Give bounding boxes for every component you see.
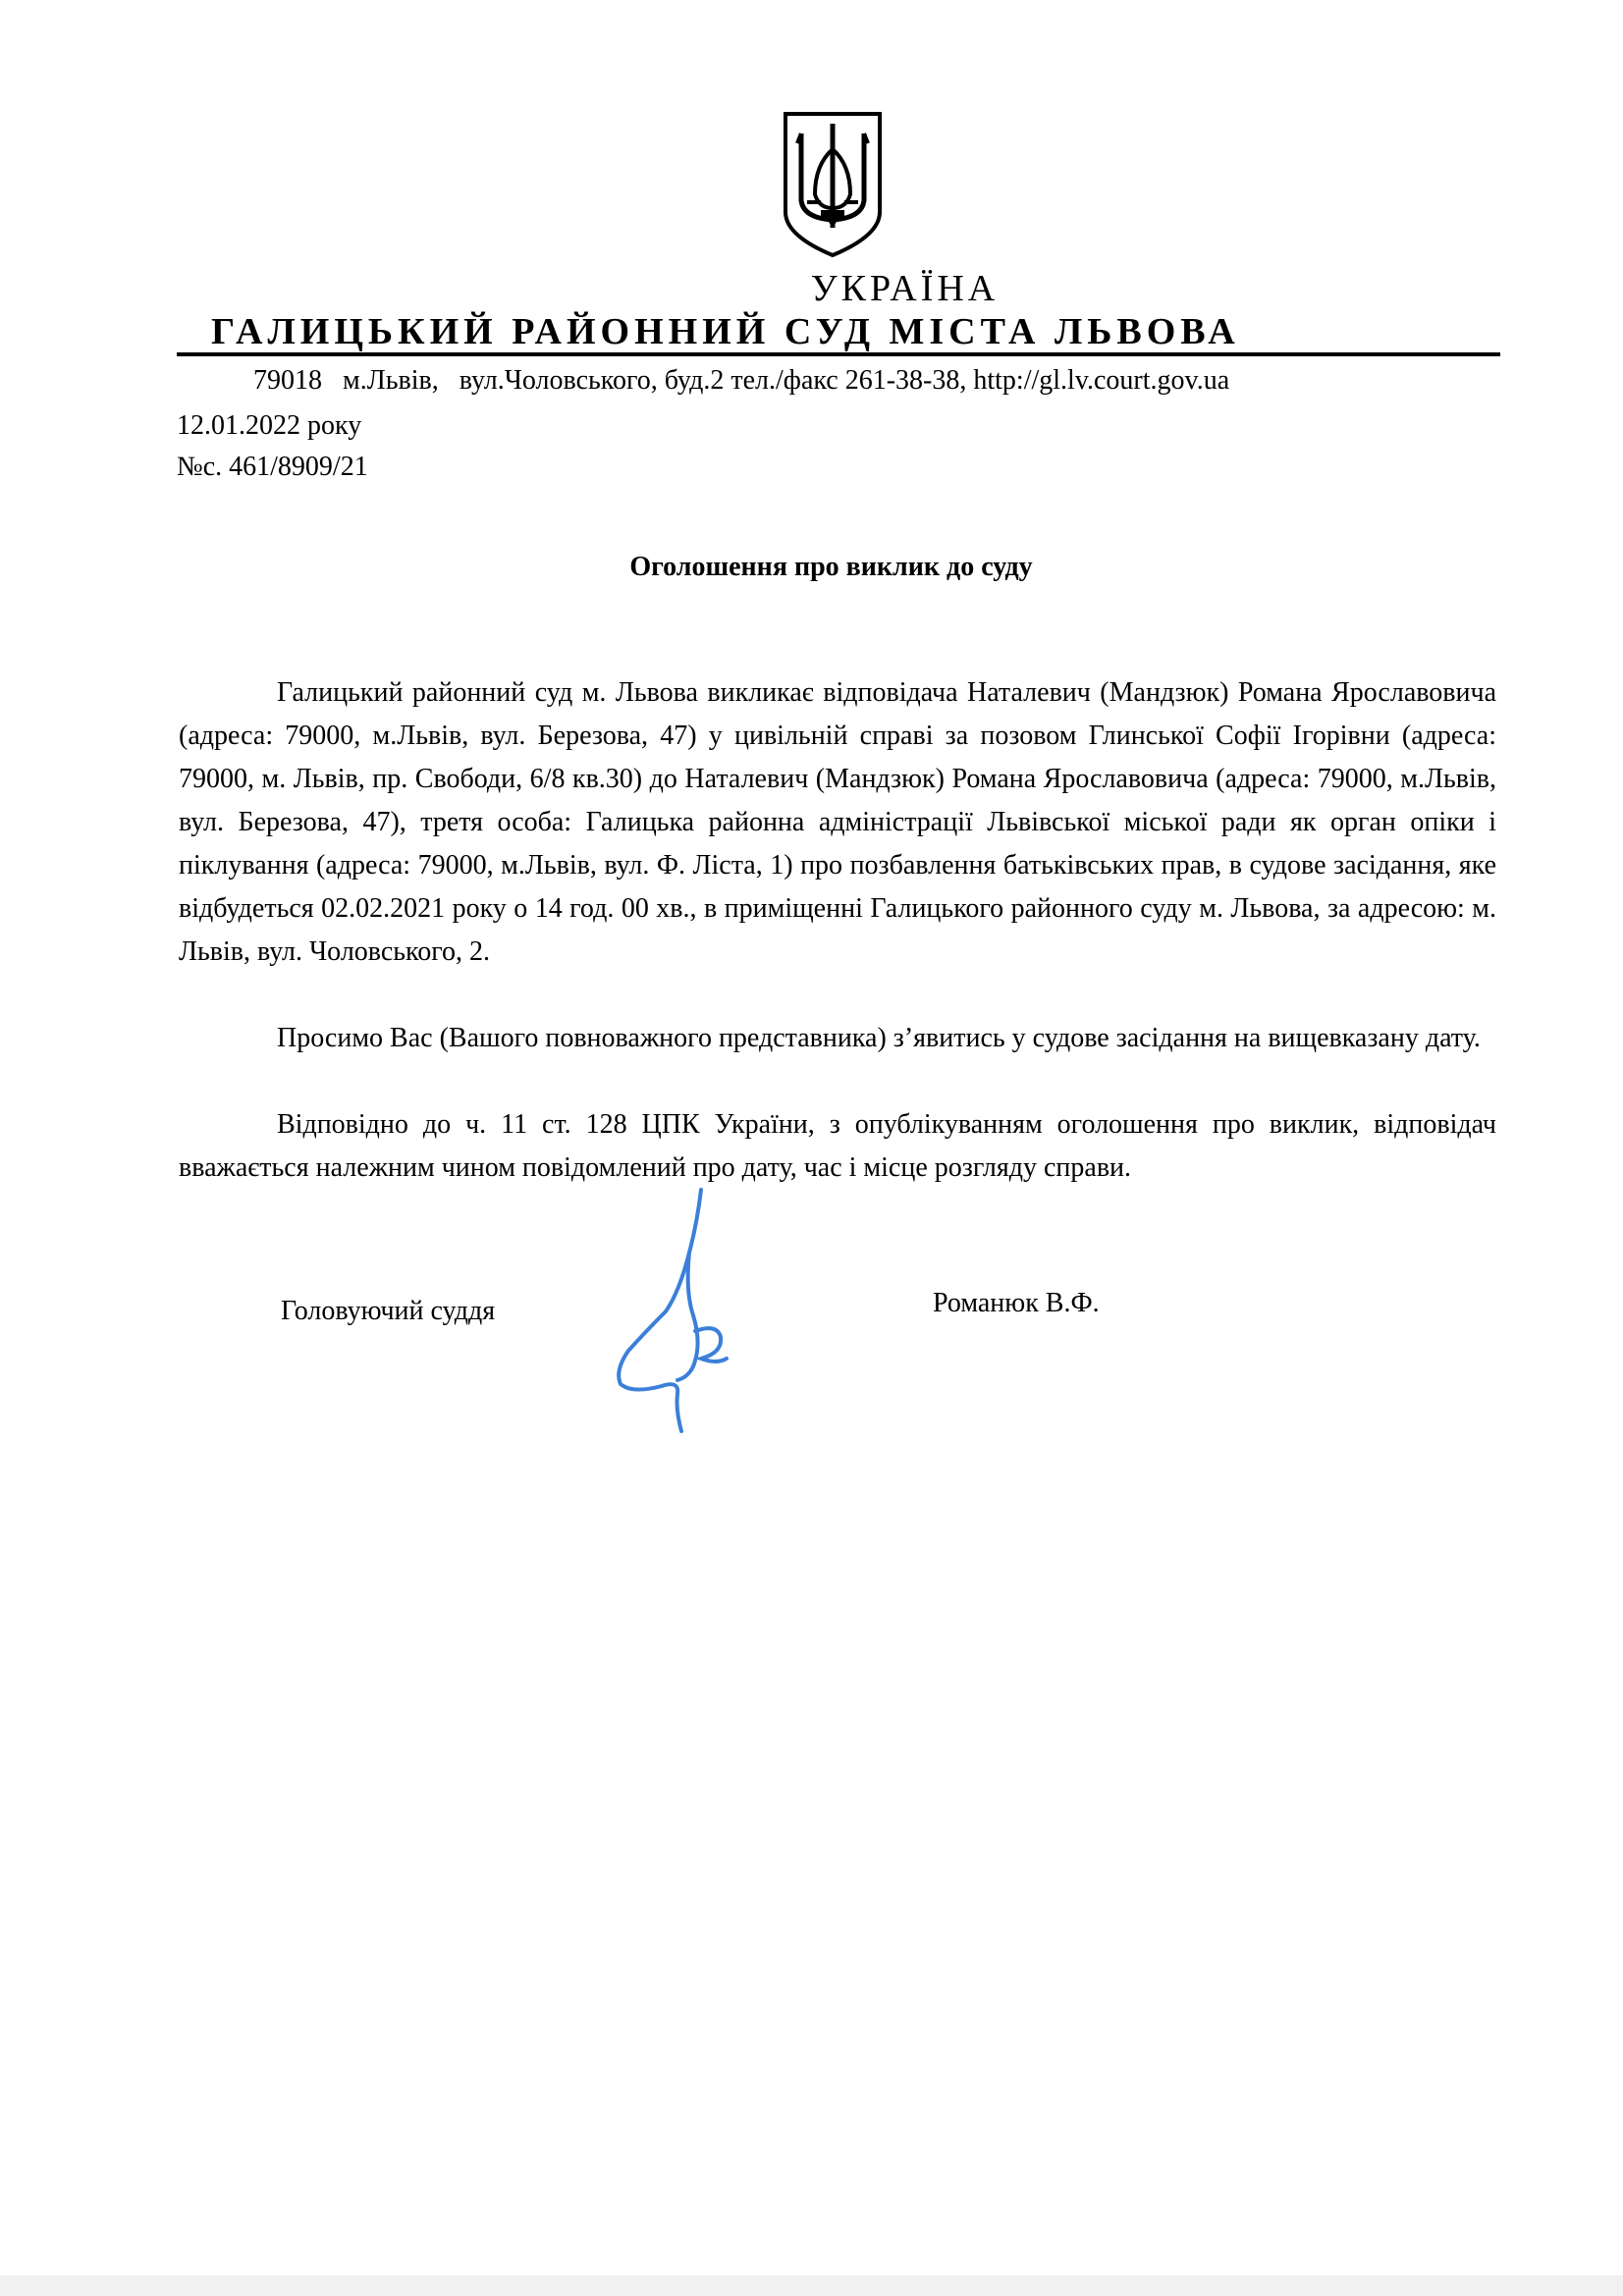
address-phone-site: вул.Чоловського, буд.2 тел./факс 261-38-38, http://gl.lv.court.gov.ua (459, 365, 1230, 396)
body-paragraph: Відповідно до ч. 11 ст. 128 ЦПК України, з опублікуванням оголошення про виклик, відповідач вважається належним чином повідомлений про дату, час і місце розгляду справи. (179, 1109, 1496, 1183)
scan-bottom-edge (0, 2275, 1623, 2296)
court-address (253, 365, 1243, 397)
header-divider (177, 352, 1500, 356)
body-paragraph: Галицький районний суд м. Львова викликає відповідача Наталевич (Мандзюк) Романа Ярославовича (адреса: 79000, м.Львів, вул. Березова, 47) у цивільній справі за позовом Глинської Софії Ігорівни (адреса: 79000, м. Львів, пр. Свободи, 6/8 кв.30) до Наталевич (Мандзюк) Романа Ярославовича (адреса: 79000, м.Львів, вул. Березова, 47), третя особа: Галицька районна адміністрації Львівської міської ради як орган опіки і піклування (адреса: 79000, м.Львів, вул. Ф. Ліста, 1) про позбавлення батьківських прав, в судове засідання, яке відбудеться 02.02.2021 року о 14 год. 00 хв., в приміщенні Галицького районного суду м. Львова, за адресою: м. Львів, вул. Чоловського, 2. (179, 677, 1496, 967)
trident-emblem-icon (782, 110, 884, 259)
country-heading: УКРАЇНА (810, 268, 1000, 309)
postal-code: 79018 (253, 365, 322, 396)
handwritten-signature-icon (607, 1184, 744, 1439)
body-paragraph: Просимо Вас (Вашого повноважного представника) з’явитись у судове засідання на вищевказану дату. (277, 1023, 1481, 1053)
signatory-name: Романюк В.Ф. (933, 1288, 1100, 1318)
document-title: Оголошення про виклик до суду (629, 552, 1033, 582)
court-name-heading: ГАЛИЦЬКИЙ РАЙОННИЙ СУД МІСТА ЛЬВОВА (211, 311, 1240, 352)
city: м.Львів, (343, 365, 439, 396)
signatory-role: Головуючий суддя (281, 1296, 496, 1326)
case-number: №с. 461/8909/21 (177, 452, 368, 482)
document-date: 12.01.2022 року (177, 410, 362, 441)
